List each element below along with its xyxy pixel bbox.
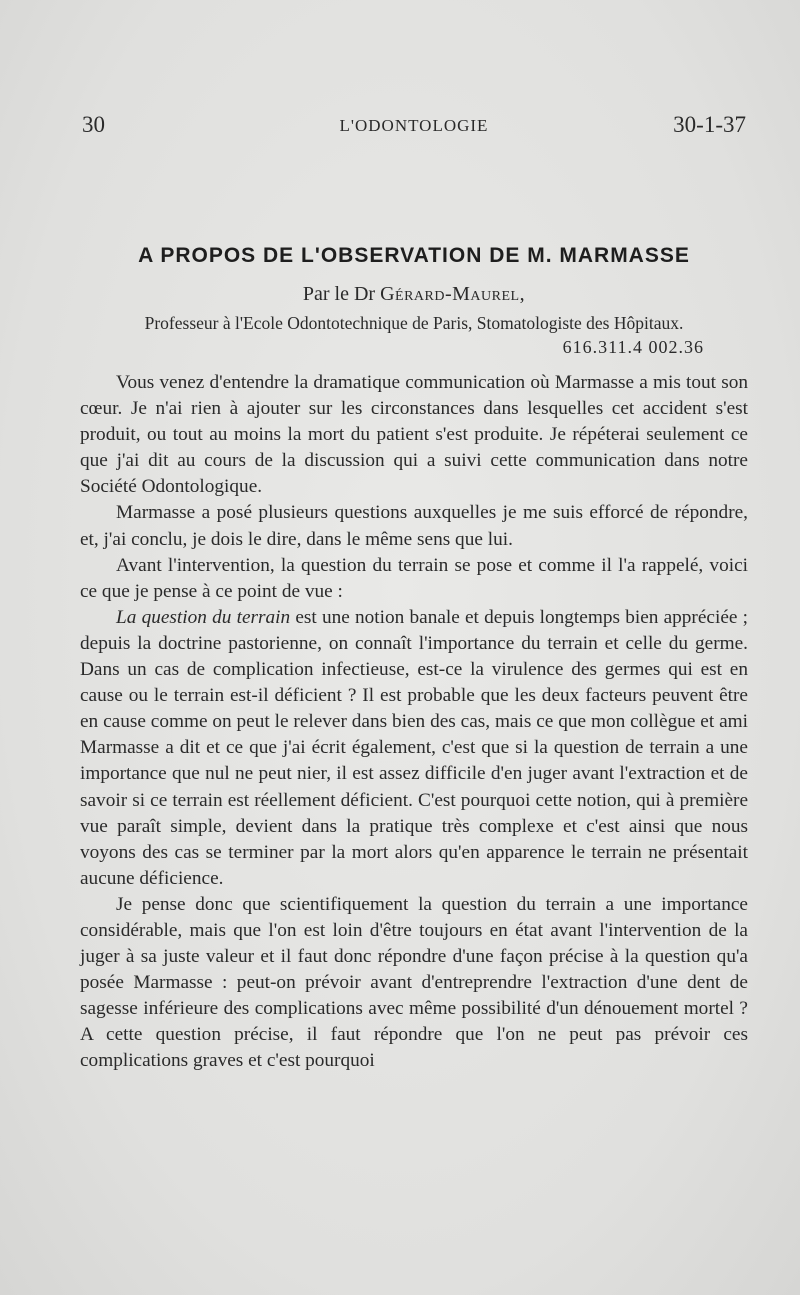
paragraph-text: est une notion banale et depuis longtemps bien appréciée ; depuis la doctrine pastorienne, on connaît l'importance du terrain et celle du germe. Dans un cas de complication infectieuse, est-ce la virulence des germes qui est en cause ou le terrain est-il déficient ? Il est probable que les deux facteurs peuvent être en cause comme on peut le relever dans bien des cas, mais ce que mon collègue et ami Marmasse a dit et ce que j'ai écrit également, c'est que si la question de terrain a une importance que nul ne peut nier, il est assez difficile d'en juger avant l'extraction et de savoir si ce terrain est réellement déficient. C'est pourquoi cette notion, qui à première vue paraît simple, devient dans la pratique très complexe et c'est ainsi que nous voyons des cas se terminer par la mort alors qu'en apparence le terrain ne présentait aucune déficience. xyxy=(80,606,748,889)
paragraph xyxy=(80,370,748,500)
paragraph-text: Marmasse a posé plusieurs questions auxquelles je me suis efforcé de répondre, et, j'ai conclu, je dois le dire, dans le même sens que lui. xyxy=(80,502,748,550)
author-affiliation: Professeur à l'Ecole Odontotechnique de Paris, Stomatologiste des Hôpitaux. xyxy=(144,313,684,333)
author-name: Gérard-Maurel, xyxy=(380,283,526,305)
author-prefix: Par le Dr xyxy=(302,283,381,305)
paragraph-text: Avant l'intervention, la question du terrain se pose et comme il l'a rappelé, voici ce que je pense à ce point de vue : xyxy=(80,554,748,602)
article-body xyxy=(80,370,748,1075)
paragraph-lead: La question du terrain xyxy=(116,606,291,628)
paragraph xyxy=(80,892,748,1075)
running-header xyxy=(82,112,746,142)
paragraph xyxy=(80,500,748,552)
page-number: 30 xyxy=(82,112,105,137)
paragraph-text: Je pense donc que scientifiquement la question du terrain a une importance considérable, mais que l'on est loin d'être toujours en état avant l'intervention de la juger à sa juste valeur et il faut donc répondre d'une façon précise à la question qu'a posée Marmasse : peut-on prévoir avant d'entreprendre l'extraction d'une dent de sagesse inférieure des complications avec même possibilité d'un dénouement mortel ? A cette question précise, il faut répondre que l'on ne peut pas prévoir ces complications graves et c'est pourquoi xyxy=(80,893,748,1072)
paragraph xyxy=(80,553,748,605)
classification-code: 616.311.4 002.36 xyxy=(562,337,704,357)
article-title: A PROPOS DE L'OBSERVATION DE M. MARMASSE xyxy=(138,244,690,267)
author-line xyxy=(80,283,748,306)
paragraph xyxy=(80,605,748,892)
paragraph-text: Vous venez d'entendre la dramatique communication où Marmasse a mis tout son cœur. Je n'ai rien à ajouter sur les circonstances dans lesquelles cet accident s'est produit, ou tout au moins la mort du patient s'est produite. Je répéterai seulement ce que j'ai dit au cours de la discussion qui a suivi cette communication dans notre Société Odontologique. xyxy=(80,372,748,498)
issue-date: 30-1-37 xyxy=(673,112,746,137)
journal-title: L'ODONTOLOGIE xyxy=(339,116,489,135)
